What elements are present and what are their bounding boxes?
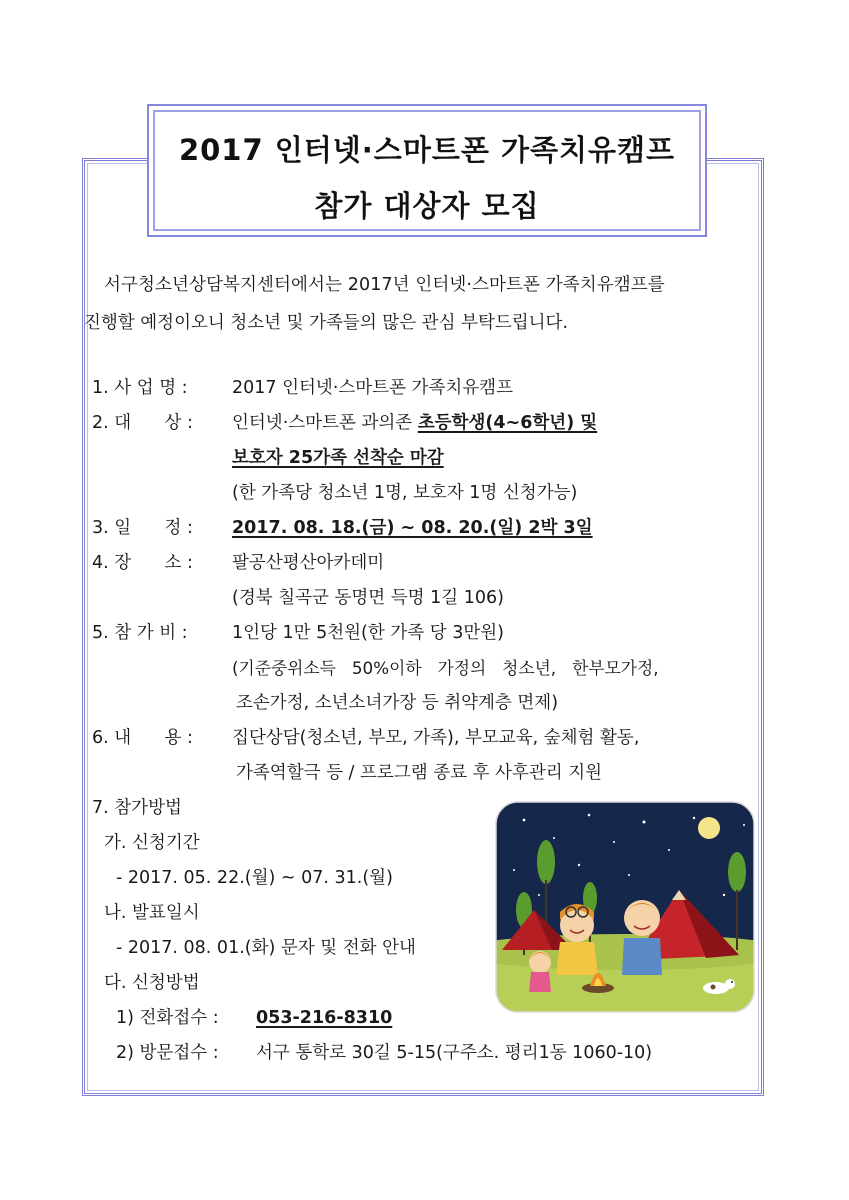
title-line-1: 2017 인터넷·스마트폰 가족치유캠프 [178,133,676,167]
intro-line-2: 진행할 예정이오니 청소년 및 가족들의 많은 관심 부탁드립니다. [84,313,569,333]
content-line-2: 가족역할극 등 / 프로그램 종료 후 사후관리 지원 [236,763,603,783]
place-label: 4. 장 소 : [92,553,193,573]
place-line-2: (경북 칠곡군 동명면 득명 1길 106) [232,588,504,608]
phone-label: 1) 전화접수 : [116,1008,219,1028]
phone-number: 053-216-8310 [256,1008,393,1028]
project-label: 1. 사 업 명 : [92,378,188,398]
fee-line-3: 조손가정, 소년소녀가장 등 취약계층 면제) [236,693,559,713]
camping-family-illustration [494,800,756,1014]
visit-label: 2) 방문접수 : [116,1043,219,1063]
fee-line-2: (기준중위소득 50%이하 가정의 청소년, 한부모가정, [232,658,659,678]
fee-value: 1인당 1만 5천원(한 가족 당 3만원) [232,623,504,643]
content-label: 6. 내 용 : [92,728,193,748]
target-line-3: (한 가족당 청소년 1명, 보호자 1명 신청가능) [232,483,578,503]
announce-value: - 2017. 08. 01.(화) 문자 및 전화 안내 [116,938,416,958]
title-box [147,104,707,237]
target-label: 2. 대 상 : [92,413,193,433]
schedule-value: 2017. 08. 18.(금) ~ 08. 20.(일) 2박 3일 [232,518,593,538]
method-label: 7. 참가방법 [92,798,182,818]
schedule-label: 3. 일 정 : [92,518,193,538]
period-value: - 2017. 05. 22.(월) ~ 07. 31.(월) [116,868,393,888]
target-value [232,415,597,433]
project-value: 2017 인터넷·스마트폰 가족치유캠프 [232,378,513,398]
title-line-2: 참가 대상자 모집 [314,189,540,223]
fee-label: 5. 참 가 비 : [92,623,188,643]
intro-line-1: 서구청소년상담복지센터에서는 2017년 인터넷·스마트폰 가족치유캠프를 [104,275,665,295]
period-label: 가. 신청기간 [104,833,200,853]
target-line-2: 보호자 25가족 선착순 마감 [232,448,444,468]
target-value-b: 초등학생(4~6학년) 및 [417,413,598,433]
target-value-a: 인터넷·스마트폰 과의존 [232,413,418,433]
visit-address: 서구 통학로 30길 5-15(구주소. 평리1동 1060-10) [256,1043,653,1063]
announce-label: 나. 발표일시 [104,903,200,923]
content-value: 집단상담(청소년, 부모, 가족), 부모교육, 숲체험 활동, [232,728,640,748]
place-value: 팔공산평산아카데미 [232,553,385,573]
apply-label: 다. 신청방법 [104,973,200,993]
